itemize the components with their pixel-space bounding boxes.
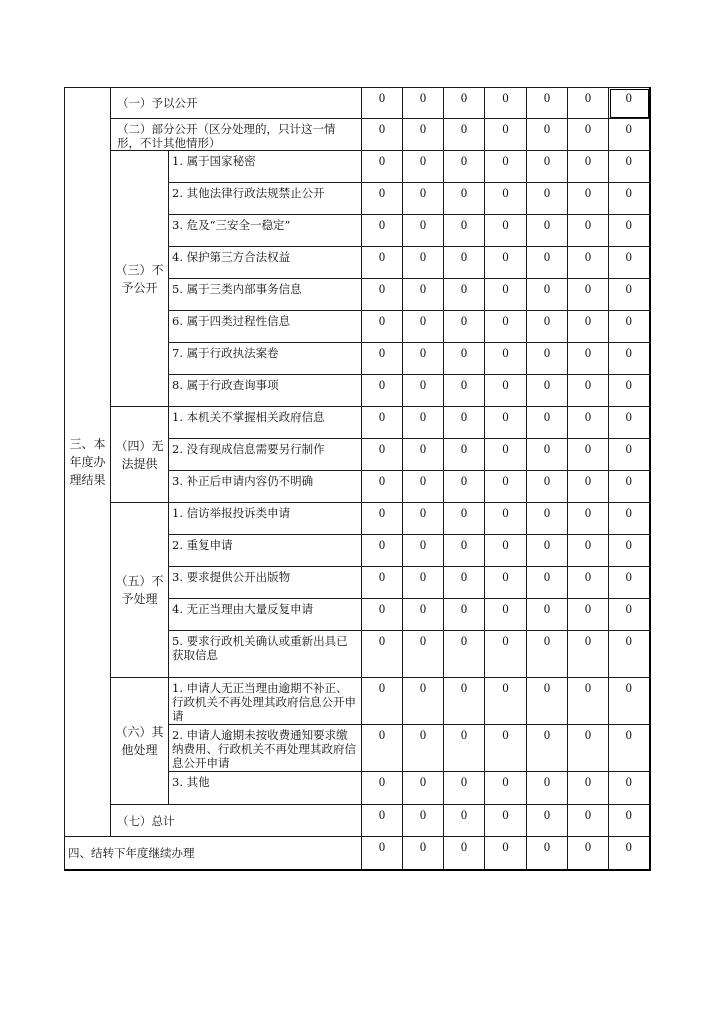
count-cell: 0: [609, 631, 650, 678]
count-cell: 0: [568, 247, 609, 279]
count-cell: 0: [403, 567, 444, 599]
count-cell: 0: [568, 439, 609, 471]
count-cell: 0: [403, 279, 444, 311]
count-cell: 0: [403, 311, 444, 343]
section-3-label: 三、本年度办理结果: [65, 88, 111, 837]
table-row: [65, 805, 650, 837]
count-cell: 0: [568, 407, 609, 439]
group-label: （三）不予公开: [111, 151, 169, 407]
count-cell: 0: [609, 247, 650, 279]
count-cell: 0: [403, 837, 444, 870]
count-cell: 0: [485, 503, 527, 535]
count-cell: 0: [362, 215, 403, 247]
count-cell: 0: [362, 805, 403, 837]
count-cell: 0: [609, 599, 650, 631]
count-cell: 0: [485, 567, 527, 599]
reason-label: 4. 保护第三方合法权益: [169, 247, 362, 279]
count-cell: 0: [403, 375, 444, 407]
count-cell: 0: [485, 311, 527, 343]
table-row: [65, 119, 650, 151]
count-cell: 0: [609, 151, 650, 183]
count-cell: 0: [609, 471, 650, 503]
count-cell: 0: [527, 88, 568, 119]
count-cell: 0: [444, 439, 485, 471]
count-cell: 0: [444, 119, 485, 151]
count-cell: 0: [485, 837, 527, 870]
reason-label: 1. 本机关不掌握相关政府信息: [169, 407, 362, 439]
count-cell: 0: [609, 215, 650, 247]
count-cell: 0: [609, 805, 650, 837]
count-cell: 0: [403, 151, 444, 183]
count-cell: 0: [444, 503, 485, 535]
reason-label: 2. 重复申请: [169, 535, 362, 567]
count-cell: 0: [403, 407, 444, 439]
count-cell: 0: [485, 535, 527, 567]
count-cell: 0: [444, 311, 485, 343]
reason-label: 2. 没有现成信息需要另行制作: [169, 439, 362, 471]
count-cell: 0: [444, 407, 485, 439]
count-cell: 0: [609, 567, 650, 599]
count-cell: 0: [568, 567, 609, 599]
table-row: [65, 407, 650, 439]
count-cell: 0: [403, 678, 444, 725]
count-cell: 0: [444, 375, 485, 407]
count-cell: 0: [568, 678, 609, 725]
count-cell: 0: [568, 375, 609, 407]
count-cell: 0: [609, 311, 650, 343]
count-cell: 0: [403, 215, 444, 247]
count-cell: 0: [362, 631, 403, 678]
group-label: （四）无法提供: [111, 407, 169, 503]
count-cell: 0: [485, 805, 527, 837]
count-cell: 0: [485, 279, 527, 311]
count-cell: 0: [527, 279, 568, 311]
count-cell: 0: [527, 678, 568, 725]
count-cell: 0: [485, 407, 527, 439]
count-cell: 0: [485, 471, 527, 503]
reason-label: 4. 无正当理由大量反复申请: [169, 599, 362, 631]
count-cell: 0: [444, 279, 485, 311]
disclosure-results-table-container: [64, 87, 649, 871]
reason-label: 1. 属于国家秘密: [169, 151, 362, 183]
count-cell: 0: [568, 725, 609, 772]
count-cell: 0: [485, 631, 527, 678]
count-cell: 0: [568, 343, 609, 375]
count-cell: 0: [485, 772, 527, 805]
count-cell: 0: [568, 599, 609, 631]
count-cell: 0: [609, 535, 650, 567]
count-cell: 0: [444, 678, 485, 725]
count-cell: 0: [527, 805, 568, 837]
count-cell: 0: [609, 183, 650, 215]
count-cell: 0: [444, 631, 485, 678]
count-cell: 0: [403, 119, 444, 151]
count-cell: 0: [568, 88, 609, 119]
count-cell: 0: [568, 311, 609, 343]
count-cell: 0: [362, 772, 403, 805]
count-cell: 0: [485, 88, 527, 119]
count-cell: 0: [444, 343, 485, 375]
count-cell: 0: [485, 151, 527, 183]
count-cell: 0: [444, 471, 485, 503]
count-cell: 0: [444, 805, 485, 837]
section-4-label: 四、结转下年度继续办理: [65, 837, 362, 870]
count-cell: 0: [609, 119, 650, 151]
count-cell: 0: [362, 88, 403, 119]
count-cell: 0: [403, 535, 444, 567]
count-cell: 0: [444, 247, 485, 279]
count-cell: 0: [362, 725, 403, 772]
count-cell: 0: [568, 183, 609, 215]
count-cell: 0: [609, 503, 650, 535]
count-cell: 0: [527, 375, 568, 407]
count-cell: 0: [362, 471, 403, 503]
count-cell: 0: [485, 247, 527, 279]
count-cell: 0: [362, 678, 403, 725]
count-cell: 0: [527, 343, 568, 375]
count-cell: 0: [609, 343, 650, 375]
count-cell: 0: [362, 151, 403, 183]
count-cell: 0: [527, 119, 568, 151]
reason-label: 8. 属于行政查询事项: [169, 375, 362, 407]
count-cell: 0: [568, 215, 609, 247]
count-cell: 0: [444, 837, 485, 870]
reason-label: 1. 申请人无正当理由逾期不补正、行政机关不再处理其政府信息公开申请: [169, 678, 362, 725]
count-cell: 0: [609, 837, 650, 870]
count-cell: 0: [403, 725, 444, 772]
count-cell: 0: [444, 772, 485, 805]
count-cell: 0: [568, 535, 609, 567]
group-label: （一）予以公开: [111, 88, 362, 119]
count-cell: 0: [444, 599, 485, 631]
count-cell: 0: [609, 725, 650, 772]
reason-label: 7. 属于行政执法案卷: [169, 343, 362, 375]
count-cell: 0: [403, 471, 444, 503]
count-cell: 0: [403, 503, 444, 535]
count-cell: 0: [568, 279, 609, 311]
group-label: （六）其他处理: [111, 678, 169, 805]
count-cell: 0: [444, 88, 485, 119]
count-cell: 0: [568, 471, 609, 503]
count-cell: 0: [444, 567, 485, 599]
count-cell: 0: [568, 805, 609, 837]
count-cell: 0: [527, 772, 568, 805]
count-cell: 0: [485, 375, 527, 407]
count-cell: 0: [362, 119, 403, 151]
group-label: （五）不予处理: [111, 503, 169, 678]
reason-label: 2. 其他法律行政法规禁止公开: [169, 183, 362, 215]
count-cell: 0: [527, 151, 568, 183]
count-cell: 0: [485, 183, 527, 215]
count-cell: 0: [485, 599, 527, 631]
table-row: [65, 88, 650, 119]
count-cell: 0: [403, 631, 444, 678]
reason-label: 3. 要求提供公开出版物: [169, 567, 362, 599]
count-cell: 0: [568, 503, 609, 535]
count-cell: 0: [568, 119, 609, 151]
disclosure-results-table: [64, 87, 651, 871]
count-cell: 0: [527, 631, 568, 678]
count-cell: 0: [362, 183, 403, 215]
count-cell: 0: [403, 805, 444, 837]
count-cell: 0: [527, 247, 568, 279]
reason-label: 1. 信访举报投诉类申请: [169, 503, 362, 535]
count-cell: 0: [609, 88, 650, 119]
count-cell: 0: [527, 535, 568, 567]
count-cell: 0: [362, 439, 403, 471]
count-cell: 0: [568, 772, 609, 805]
count-cell: 0: [403, 772, 444, 805]
count-cell: 0: [527, 567, 568, 599]
reason-label: 3. 其他: [169, 772, 362, 805]
count-cell: 0: [609, 439, 650, 471]
reason-label: 6. 属于四类过程性信息: [169, 311, 362, 343]
table-row: [65, 678, 650, 725]
reason-label: 3. 补正后申请内容仍不明确: [169, 471, 362, 503]
count-cell: 0: [444, 151, 485, 183]
count-cell: 0: [527, 503, 568, 535]
count-cell: 0: [527, 471, 568, 503]
reason-label: 2. 申请人逾期未按收费通知要求缴纳费用、行政机关不再处理其政府信息公开申请: [169, 725, 362, 772]
count-cell: 0: [609, 375, 650, 407]
count-cell: 0: [568, 151, 609, 183]
reason-label: 3. 危及“三安全一稳定”: [169, 215, 362, 247]
count-cell: 0: [485, 439, 527, 471]
count-cell: 0: [403, 343, 444, 375]
count-cell: 0: [362, 567, 403, 599]
count-cell: 0: [444, 215, 485, 247]
count-cell: 0: [527, 439, 568, 471]
count-cell: 0: [403, 599, 444, 631]
count-cell: 0: [362, 311, 403, 343]
count-cell: 0: [485, 678, 527, 725]
count-cell: 0: [568, 631, 609, 678]
count-cell: 0: [362, 279, 403, 311]
count-cell: 0: [444, 535, 485, 567]
count-cell: 0: [403, 247, 444, 279]
count-cell: 0: [485, 343, 527, 375]
count-cell: 0: [527, 407, 568, 439]
count-cell: 0: [527, 599, 568, 631]
count-cell: 0: [362, 837, 403, 870]
count-cell: 0: [609, 407, 650, 439]
group-label: （七）总计: [111, 805, 362, 837]
count-cell: 0: [403, 183, 444, 215]
count-cell: 0: [403, 88, 444, 119]
count-cell: 0: [527, 215, 568, 247]
count-cell: 0: [362, 407, 403, 439]
count-cell: 0: [485, 119, 527, 151]
count-cell: 0: [362, 503, 403, 535]
reason-label: 5. 要求行政机关确认或重新出具已获取信息: [169, 631, 362, 678]
count-cell: 0: [444, 183, 485, 215]
count-cell: 0: [362, 599, 403, 631]
reason-label: 5. 属于三类内部事务信息: [169, 279, 362, 311]
group-label: （二）部分公开（区分处理的，只计这一情形，不计其他情形）: [111, 119, 362, 151]
table-row: [65, 151, 650, 183]
count-cell: 0: [403, 439, 444, 471]
count-cell: 0: [362, 535, 403, 567]
count-cell: 0: [362, 343, 403, 375]
count-cell: 0: [527, 837, 568, 870]
count-cell: 0: [609, 772, 650, 805]
table-row: [65, 837, 650, 870]
count-cell: 0: [527, 311, 568, 343]
count-cell: 0: [485, 215, 527, 247]
table-row: [65, 503, 650, 535]
count-cell: 0: [609, 678, 650, 725]
count-cell: 0: [362, 247, 403, 279]
count-cell: 0: [362, 375, 403, 407]
count-cell: 0: [444, 725, 485, 772]
count-cell: 0: [568, 837, 609, 870]
count-cell: 0: [609, 279, 650, 311]
count-cell: 0: [485, 725, 527, 772]
count-cell: 0: [527, 183, 568, 215]
count-cell: 0: [527, 725, 568, 772]
